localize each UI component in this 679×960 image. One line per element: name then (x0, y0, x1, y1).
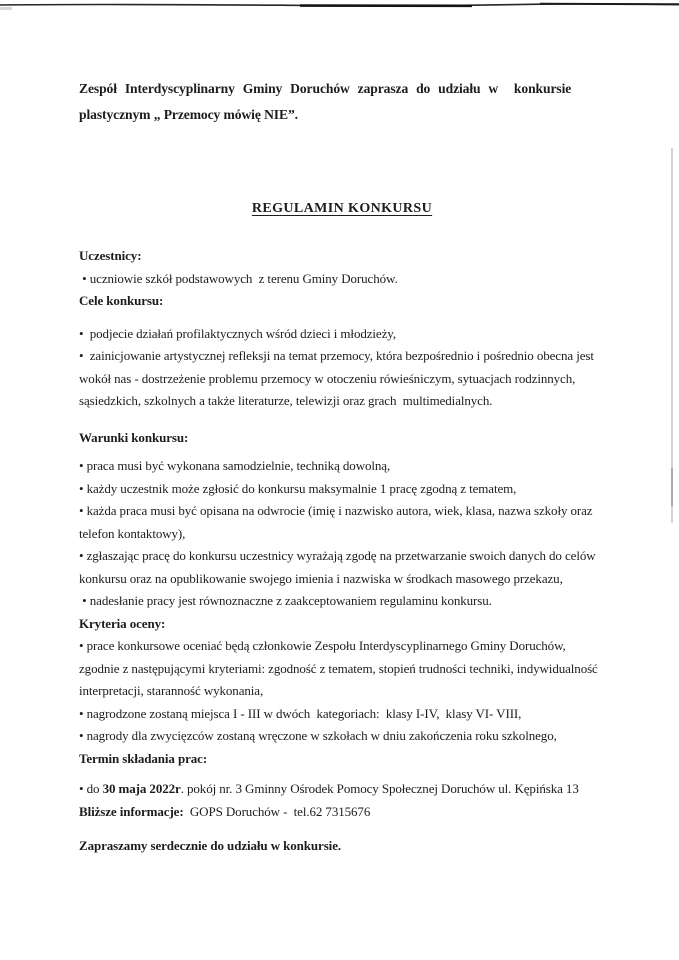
scan-artifact-right-line (671, 148, 673, 523)
contact-info-label: Bliższe informacje: (79, 803, 184, 819)
bullet-item: • prace konkursowe oceniać będą członkowie Zespołu Interdyscyplinarnego Gminy Doruchów, zgodnie z następującymi kryteriami: zgodność z tematem, stopień trudności techniki, indywidualność interpretacji, staranność wykonania, (79, 638, 601, 698)
bullet-item: • zainicjowanie artystycznej refleksji na temat przemocy, która bezpośrednio i pośrednio obecna jest wokół nas - dostrzeżenie problemu przemocy w otoczeniu rówieśniczym, sytuacjach rodzinnych, sąsiedzkich, szkolnych a także literaturze, telewizji oraz grach multimedialnych. (79, 348, 598, 408)
bullet-item: • podjecie działań profilaktycznych wśród dzieci i młodzieży, (79, 325, 396, 341)
bullet-item: • każda praca musi być opisana na odwrocie (imię i nazwisko autora, wiek, klasa, nazwa szkoły oraz telefon kontaktowy), (79, 503, 596, 541)
scan-artifact-right-line-dark (671, 468, 673, 506)
bullet-item: • nagrody dla zwycięzców zostaną wręczone w szkołach w dniu zakończenia roku szkolnego, (79, 728, 557, 743)
deadline-line (79, 778, 605, 801)
contact-info-value: GOPS Doruchów - tel.62 7315676 (183, 803, 371, 819)
section-cele-items (79, 323, 605, 413)
intro-line: plastycznym „ Przemocy mówię NIE”. (79, 107, 298, 122)
bullet-item: • każdy uczestnik może zgłosić do konkursu maksymalnie 1 pracę zgodną z tematem, (79, 480, 517, 496)
section-heading-cele: Cele konkursu: (79, 293, 164, 308)
bullet-item: • nagrodzone zostaną miejsca I - III w dwóch kategoriach: klasy I-IV, klasy VI- VIII, (79, 705, 522, 721)
section-heading-kryteria: Kryteria oceny: (79, 615, 166, 631)
section-uczestnicy (79, 245, 605, 313)
contact-info-line (79, 801, 605, 824)
deadline-date: 30 maja 2022r (102, 781, 181, 796)
section-heading-warunki: Warunki konkursu: (79, 429, 189, 445)
section-heading-uczestnicy: Uczestnicy: (79, 248, 142, 263)
bullet-item: • praca musi być wykonana samodzielnie, techniką dowolną, (79, 458, 391, 473)
closing-line: Zapraszamy serdecznie do udziału w konkursie. (79, 838, 342, 853)
section-warunki-items (79, 455, 605, 613)
bullet-item: • nadesłanie pracy jest równoznaczne z zaakceptowaniem regulaminu konkursu. (79, 593, 492, 608)
document-content (79, 0, 605, 858)
deadline-address: . pokój nr. 3 Gminny Ośrodek Pomocy Społecznej Doruchów ul. Kępińska 13 (180, 781, 579, 796)
deadline-prefix: • do (79, 781, 103, 796)
bullet-item: • zgłaszając pracę do konkursu uczestnicy wyrażają zgodę na przetwarzanie swoich danych do celów konkursu oraz na opublikowanie swojego imienia i nazwiska w środkach masowego przekazu, (79, 548, 599, 586)
section-heading-termin: Termin składania prac: (79, 750, 208, 766)
intro-line: Zespół Interdyscyplinarny Gminy Doruchów zaprasza do udziału w konkursie (79, 81, 572, 96)
bullet-item: • uczniowie szkół podstawowych z terenu Gminy Doruchów. (79, 270, 398, 286)
section-kryteria-items (79, 635, 605, 748)
intro-paragraph (79, 76, 605, 128)
document-title: REGULAMIN KONKURSU (251, 201, 433, 216)
scan-artifact-corner-speck (0, 7, 12, 10)
